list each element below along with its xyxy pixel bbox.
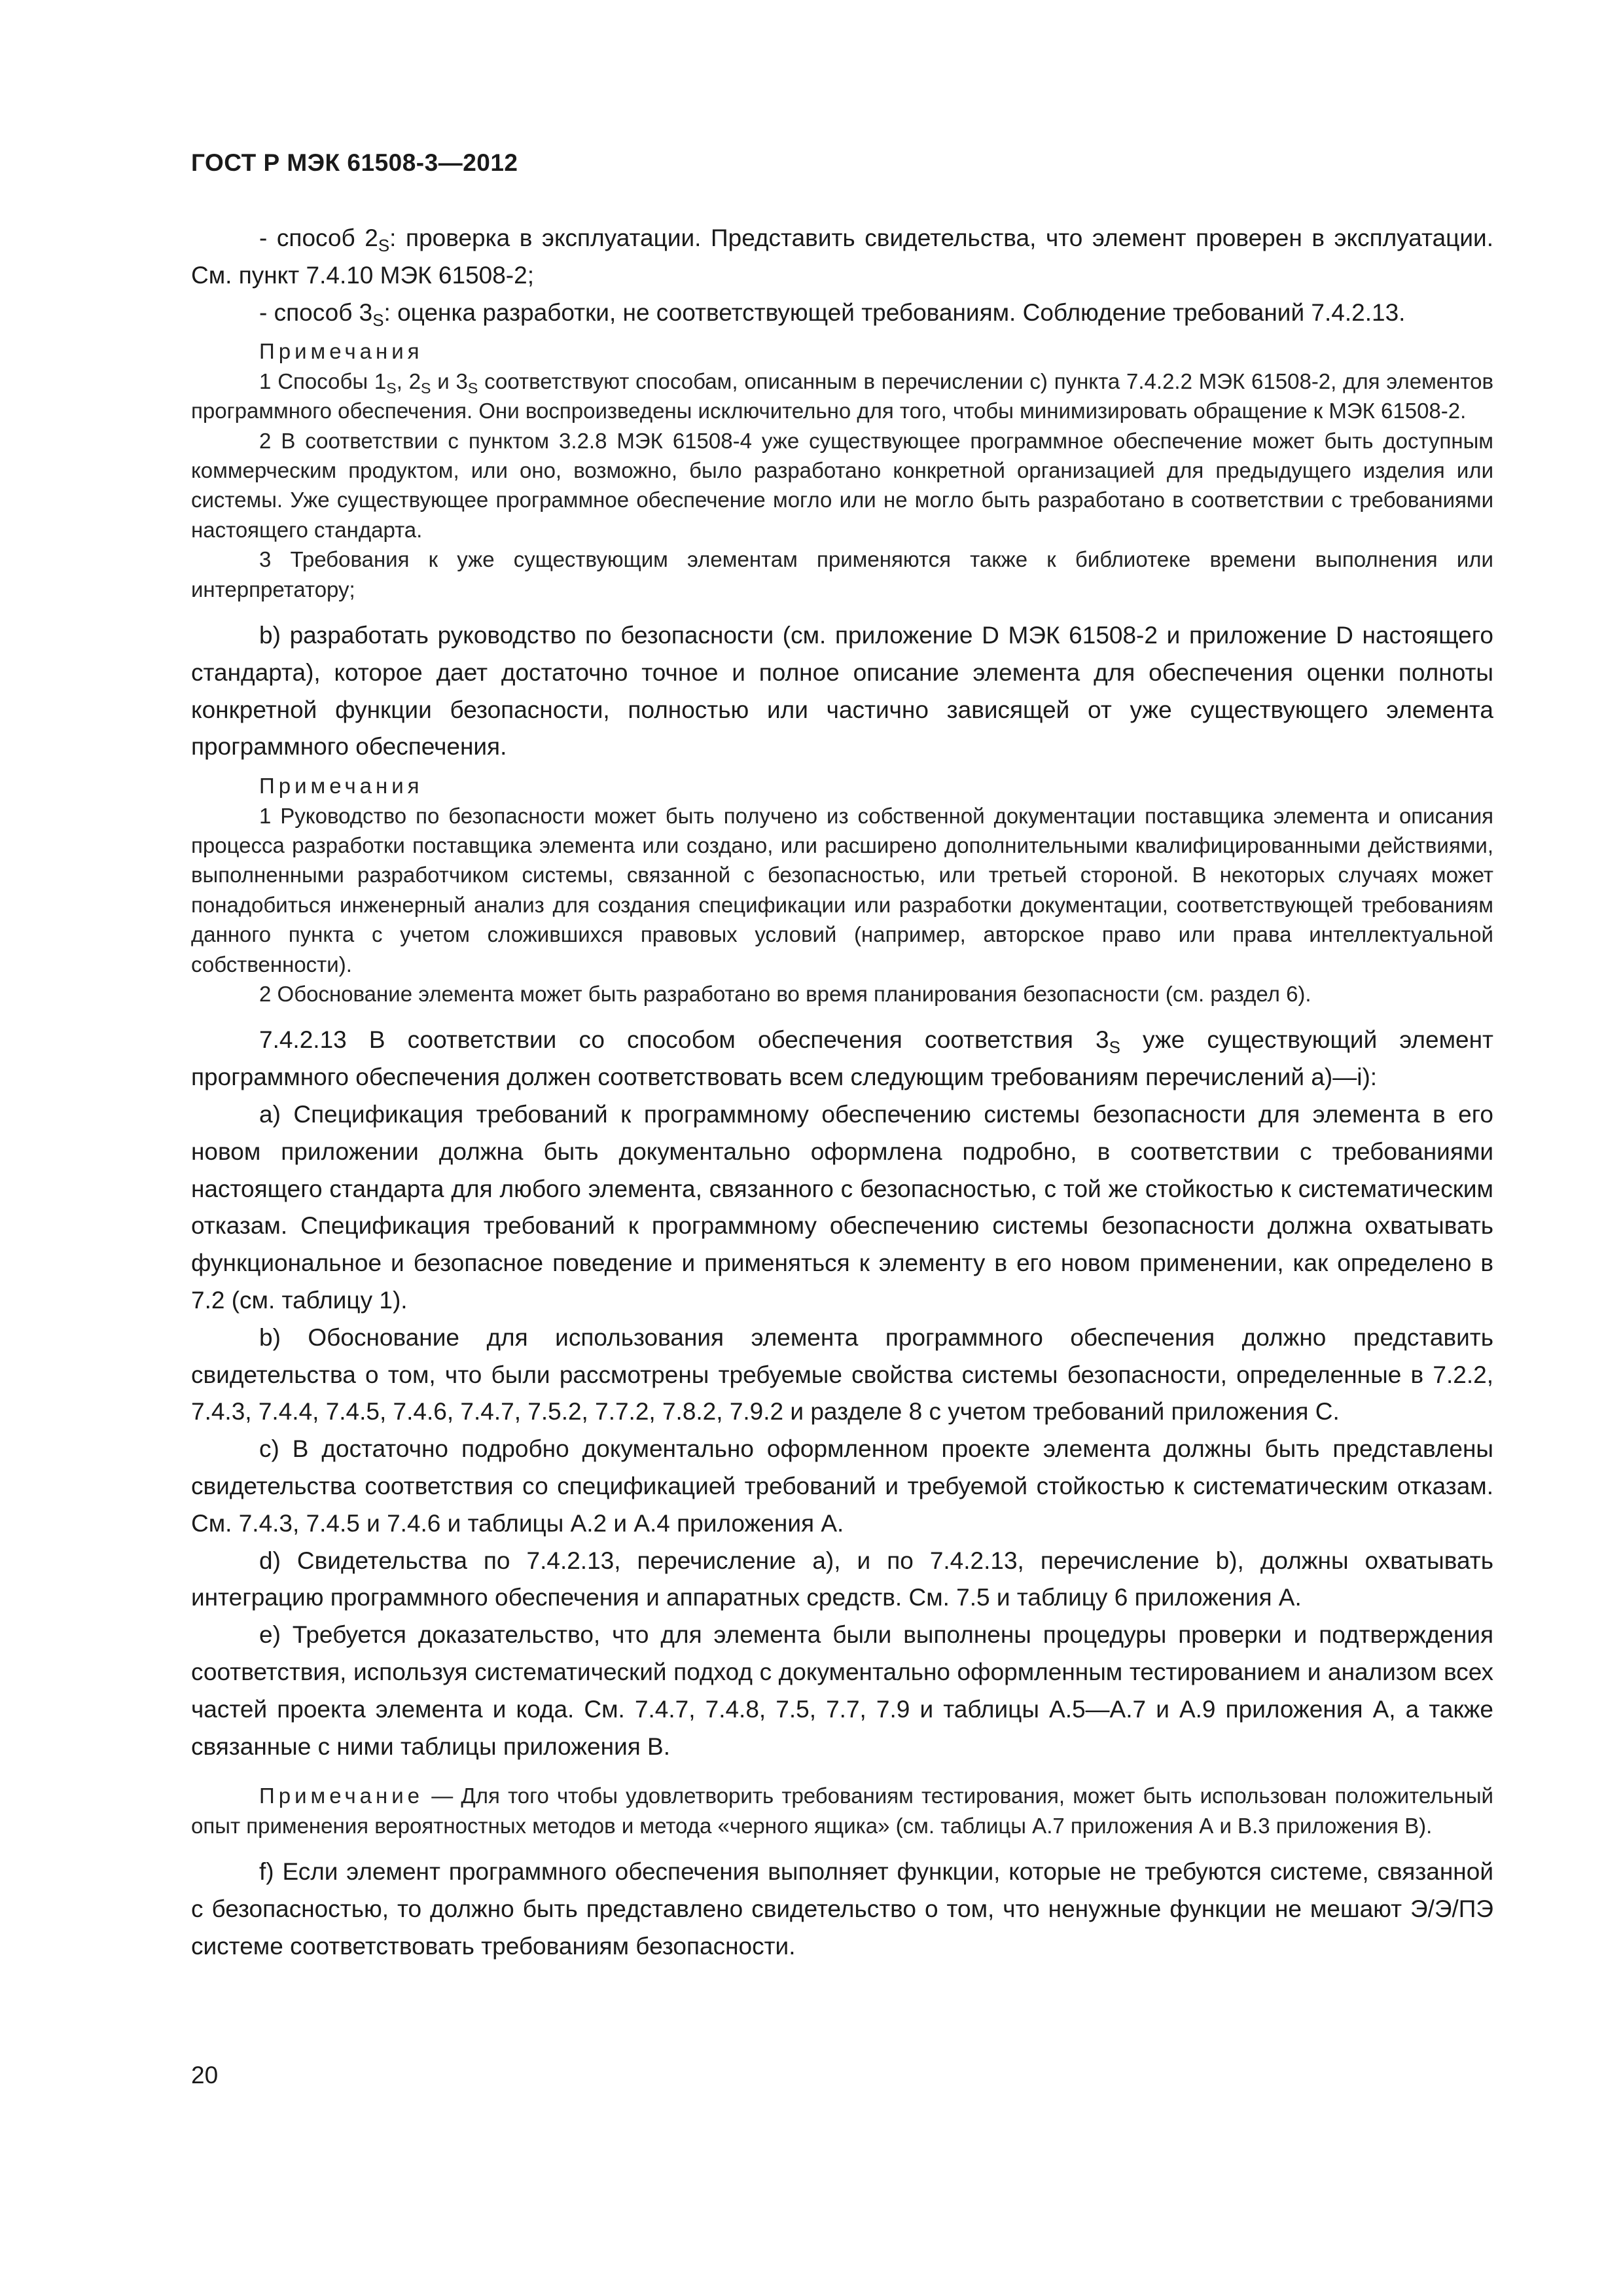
requirement-a: a) Спецификация требований к программному обеспечению системы безопасности для элемента в его новом приложении должна быть документально оформлена подробно, в соответствии с требованиями настоящего стандарта для любого элемента, связанного с безопасностью, с той же стойкостью к систематическим отказам. Спецификация требований к программному обеспечению системы безопасности должна охватывать функциональное и безопасное поведение и применяться к элементу в его новом применении, как определено в 7.2 (см. таблицу 1). xyxy=(191,1101,1493,1314)
note-testing: Примечание — Для того чтобы удовлетворить требованиям тестирования, может быть использован положительный опыт применения вероятностных методов и метода «черного ящика» (см. таблицы А.7 приложения А и В.3 приложения В). xyxy=(191,1784,1493,1838)
note-3: 3 Требования к уже существующим элементам применяются также к библиотеке времени выполнения или интерпретатору; xyxy=(191,547,1493,601)
requirement-d: d) Свидетельства по 7.4.2.13, перечисление а), и по 7.4.2.13, перечисление b), должны охватывать интеграцию программного обеспечения и аппаратных средств. См. 7.5 и таблицу 6 приложения А. xyxy=(191,1547,1493,1611)
note-2: 2 В соответствии с пунктом 3.2.8 МЭК 61508-4 уже существующее программное обеспечение может быть доступным коммерческим продуктом, или оно, возможно, было разработано конкретной организацией для предыдущего изделия или системы. Уже существующее программное обеспечение могло или не могло быть разработано в соответствии с требованиями настоящего стандарта. xyxy=(191,428,1493,542)
page-content xyxy=(191,220,1493,1965)
note-1: 1 Способы $1_S$, $2_S$ и $3_S$ соответствуют способам, описанным в перечислении c) пункта 7.4.2.2 МЭК 61508-2, для элементов программного обеспечения. Они воспроизведены исключительно для того, чтобы минимизировать обращение к МЭК 61508-2. xyxy=(191,368,1493,423)
method-2s: - способ $2_S$: проверка в эксплуатации. Представить свидетельства, что элемент проверен в эксплуатации. См. пункт 7.4.10 МЭК 61508-2; xyxy=(191,224,1493,289)
requirement-b: b) Обоснование для использования элемента программного обеспечения должно представить свидетельства о том, что были рассмотрены требуемые свойства системы безопасности, определенные в 7.2.2, 7.4.3, 7.4.4, 7.4.5, 7.4.6, 7.4.7, 7.5.2, 7.7.2, 7.8.2, 7.9.2 и разделе 8 с учетом требований приложения С. xyxy=(191,1323,1493,1426)
requirement-e: e) Требуется доказательство, что для элемента были выполнены процедуры проверки и подтверждения соответствия, используя систематический подход с документально оформленным тестированием и анализом всех частей проекта элемента и кода. См. 7.4.7, 7.4.8, 7.5, 7.7, 7.9 и таблицы А.5—А.7 и А.9 приложения А, а также связанные с ними таблицы приложения В. xyxy=(191,1621,1493,1760)
requirement-c: c) В достаточно подробно документально оформленном проекте элемента должны быть представлены свидетельства соответствия со спецификацией требований и требуемой стойкостью к систематическим отказам. См. 7.4.3, 7.4.5 и 7.4.6 и таблицы А.2 и А.4 приложения А. xyxy=(191,1435,1493,1537)
requirement-f: f) Если элемент программного обеспечения выполняет функции, которые не требуются системе, связанной с безопасностью, то должно быть представлено свидетельство о том, что ненужные функции не мешают Э/Э/ПЭ системе соответствовать требованиям безопасности. xyxy=(191,1858,1493,1960)
clause-7-4-2-13: 7.4.2.13 В соответствии со способом обеспечения соответствия $3_S$ уже существующий элемент программного обеспечения должен соответствовать всем следующим требованиям перечислений а)—i): xyxy=(191,1026,1493,1091)
notes-heading-2: Примечания xyxy=(259,774,423,798)
notes-heading: Примечания xyxy=(259,339,423,364)
item-b-safety-manual: b) разработать руководство по безопасности (см. приложение D МЭК 61508-2 и приложение D настоящего стандарта), которое дает достаточно точное и полное описание элемента для обеспечения оценки полноты конкретной функции безопасности, полностью или частично зависящей от уже существующего элемента программного обеспечения. xyxy=(191,622,1493,761)
note-2-1: 1 Руководство по безопасности может быть получено из собственной документации поставщика элемента и описания процесса разработки поставщика элемента или создано, или расширено дополнительными квалифицированными действиями, выполненными разработчиком системы, связанной с безопасностью, или третьей стороной. В некоторых случаях может понадобиться инженерный анализ для создания спецификации или разработки документации, соответствующей требованиям данного пункта с учетом сложившихся правовых условий (например, авторское право или права интеллектуальной собственности). xyxy=(191,803,1493,977)
standard-title: ГОСТ Р МЭК 61508-3—2012 xyxy=(191,149,518,176)
page-number: 20 xyxy=(191,2062,219,2089)
method-3s: - способ $3_S$: оценка разработки, не соответствующей требованиям. Соблюдение требований 7.4.2.13. xyxy=(259,298,1406,330)
note-2-2: 2 Обоснование элемента может быть разработано во время планирования безопасности (см. раздел 6). xyxy=(259,982,1311,1007)
note-label: Примечание xyxy=(259,1784,424,1808)
